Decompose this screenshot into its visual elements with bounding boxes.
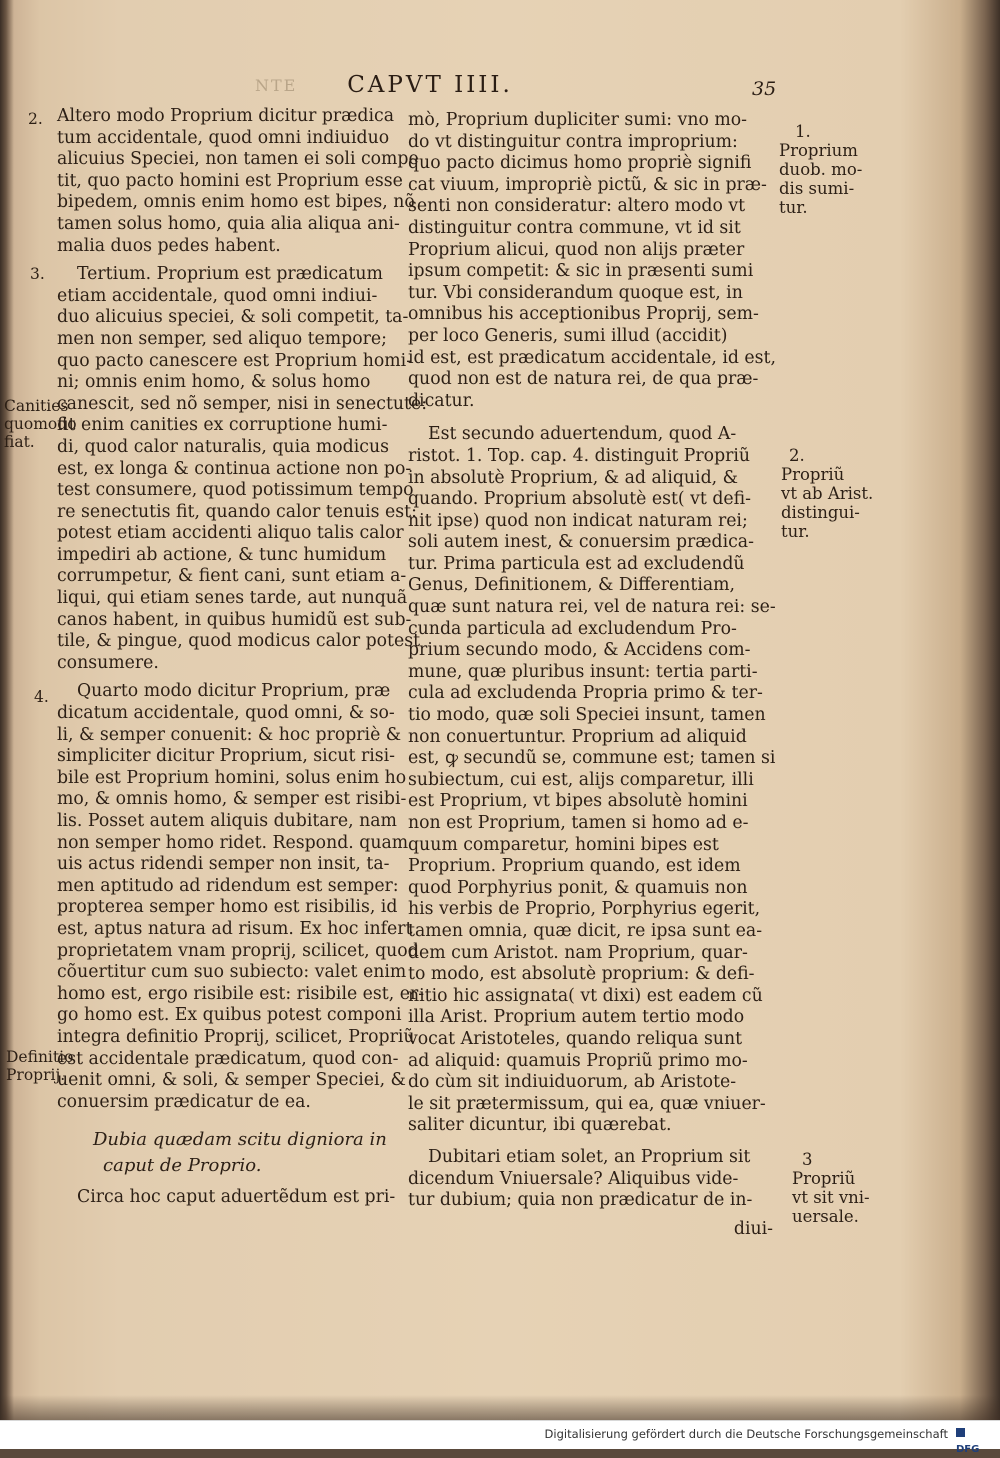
margin-note-line: Propriũ [781,465,845,484]
text-line: Proprium. Proprium quando, est idem [408,856,741,877]
text-line: do cùm sit indiuiduorum, ab Aristote- [408,1072,737,1093]
margin-note-line: vt sit vni- [792,1188,870,1207]
margin-note-proprium-vniuersale [792,1150,870,1226]
paragraph-quarto [57,681,425,1113]
text-line: nitio hic assignata( vt dixi) est eadem cũ [408,985,763,1006]
right-column [408,110,776,1240]
text-line: prium secundo modo, & Accidens com- [408,640,751,661]
text-line: ipsum competit: & sic in præsenti sumi [408,261,754,282]
text-line: Dubitari etiam solet, an Proprium sit [428,1146,751,1167]
margin-note-line: duob. mo- [779,160,863,179]
text-line: consumere. [57,652,159,673]
text-line: quæ sunt natura rei, vel de natura rei: se- [408,597,776,618]
dfg-logo-text: DFG [956,1444,980,1455]
text-line: quum comparetur, homini bipes est [408,834,719,855]
text-line: Tertium. Proprium est prædicatum [77,264,383,285]
text-line: omnibus his acceptionibus Proprij, sem- [408,304,759,325]
text-line: soli autem inest, & conuersim prædica- [408,532,754,553]
text-line: mo, & omnis homo, & semper est risibi- [57,789,407,810]
section-heading [93,1127,402,1179]
margin-note-line: distingui- [781,503,860,522]
text-line: cõuertitur cum suo subiecto: valet enim [57,962,407,983]
paragraph-secundo [408,424,776,1137]
text-line: saliter dicuntur, ibi quærebat. [408,1115,672,1136]
text-line: quo pacto canescere est Proprium homi- [57,350,413,371]
text-line: Genus, Definitionem, & Differentiam, [408,575,736,596]
dfg-square-icon [956,1428,965,1437]
text-line: ristot. 1. Top. cap. 4. distinguit Propriũ [408,445,751,466]
margin-note-line: vt ab Arist. [781,484,874,503]
text-line: li, & semper conuenit: & hoc propriè & [57,724,402,745]
text-line: dem cum Aristot. nam Proprium, quar- [408,942,748,963]
text-line: tur. Vbi considerandum quoque est, in [408,282,743,303]
text-line: Altero modo Proprium dicitur prædica [57,106,395,126]
paragraph-primo [408,110,776,412]
text-line: malia duos pedes habent. [57,235,281,256]
margin-note-line: Proprij. [6,1066,66,1084]
text-line: Proprium alicui, quod non alijs præter [408,239,745,260]
text-line: integra definitio Proprij, scilicet, Propriũ [57,1026,415,1047]
dfg-logo [956,1426,990,1455]
text-line: cat viuum, impropriè pictũ, & sic in præ- [408,174,767,195]
text-line: corrumpetur, & fient cani, sunt etiam a- [57,566,407,587]
running-title: CAPVT IIII. [347,72,513,98]
text-line: bipedem, omnis enim homo est bipes, nõ [57,192,415,213]
margin-number: 2. [28,110,43,128]
text-line: quo pacto dicimus homo propriè signifi [408,153,752,174]
text-line: di, quod calor naturalis, quia modicus [57,436,389,457]
text-line: uenit omni, & soli, & semper Speciei, & [57,1070,406,1091]
text-line: re senectutis fit, quando calor tenuis est: [57,501,417,522]
paragraph-dubitari [408,1147,773,1212]
text-line: etiam accidentale, quod omni indiui- [57,285,378,306]
footer-bar [0,1420,1000,1455]
paragraph-tertium [57,264,428,674]
margin-note-proprium-arist [781,446,873,541]
footer-credit: Digitalisierung gefördert durch die Deutsche Forschungsgemeinschaft [544,1427,948,1441]
margin-note-line: Definitio [6,1048,74,1066]
text-line: alicuius Speciei, non tamen ei soli compe [57,149,419,170]
text-line: conuersim prædicatur de ea. [57,1091,311,1112]
text-line: non conuertuntur. Proprium ad aliquid [408,726,747,747]
text-line: bile est Proprium homini, solus enim ho [57,767,407,788]
text-line: Est secundo aduertendum, quod A- [428,424,737,445]
text-line: le sit prætermissum, qui ea, quæ vniuer- [408,1093,766,1114]
text-line: per loco Generis, sumi illud (accidit) [408,325,728,346]
margin-note-line: tur. [781,522,810,541]
margin-note-line: quomodo [4,415,77,433]
margin-note-line: dis sumi- [779,179,855,198]
text-line: duo alicuius speciei, & soli competit, ta- [57,307,409,328]
text-line: men non semper, sed aliquo tempore; [57,328,387,349]
margin-note-definitio [6,1048,73,1084]
text-line: cula ad excludenda Propria primo & ter- [408,683,763,704]
heading-line: Dubia quædam scitu digniora in [93,1129,387,1151]
text-line: men aptitudo ad ridendum est semper: [57,875,399,896]
margin-number: 3. [30,265,45,283]
text-line: quod Porphyrius ponit, & quamuis non [408,877,748,898]
margin-note-line: 3 [802,1150,813,1169]
text-line: fit enim canities ex corruptione humi- [57,415,388,436]
text-line: tum accidentale, quod omni indiuiduo [57,127,390,148]
margin-note-line: tur. [779,198,808,217]
text-line: dicatum accidentale, quod omni, & so- [57,703,395,724]
margin-note-line: Propriũ [792,1169,856,1188]
text-line: est Proprium, vt bipes absolutè homini [408,791,748,812]
margin-note-line: fiat. [4,433,35,451]
text-line: Quarto modo dicitur Proprium, præ [77,681,391,702]
text-line: illa Arist. Proprium autem tertio modo [408,1007,745,1028]
page-header [0,72,1000,102]
text-line: propterea semper homo est risibilis, id [57,897,398,918]
text-line: non semper homo ridet. Respond. quam [57,832,409,853]
paragraph-altero [57,106,419,257]
text-line: potest etiam accidenti aliquo talis calor [57,523,404,544]
text-line: simpliciter dicitur Proprium, sicut risi- [57,746,395,767]
text-line: non est Proprium, tamen si homo ad e- [408,813,749,833]
show-through-text: NTE [255,76,298,95]
text-line: vocat Aristoteles, quando reliqua sunt [408,1028,743,1049]
text-line: id est, est prædicatum accidentale, id est, [408,347,776,368]
margin-note-proprium-sumi [779,122,862,217]
text-line: dicendum Vniuersale? Aliquibus vide- [408,1168,739,1189]
text-line: canescit, sed nõ semper, nisi in senectute: [57,393,428,414]
margin-note-line: 2. [789,446,805,465]
left-column [57,106,428,1209]
text-line: tile, & pingue, quod modicus calor potest [57,631,421,652]
text-line: tur dubium; quia non prædicatur de in- [408,1190,753,1211]
heading-line: caput de Proprio. [103,1155,262,1177]
text-line: tit, quo pacto homini est Proprium esse [57,170,403,191]
text-line: nit ipse) quod non indicat naturam rei; [408,510,748,531]
margin-note-line: 1. [795,122,811,141]
folio-number: 35 [752,78,777,100]
margin-note-line: Proprium [779,141,858,160]
text-line: tamen solus homo, quia alia aliqua ani- [57,213,400,234]
page-edge-shadow [0,1395,1000,1420]
text-line: homo est, ergo risibile est: risibile est, er- [57,983,425,1004]
margin-note-line: uersale. [792,1207,859,1226]
text-line: dicatur. [408,390,475,411]
text-line: Circa hoc caput aduertẽdum est pri- [77,1187,396,1208]
margin-note-canities [4,397,77,451]
text-line: tur. Prima particula est ad excludendũ [408,553,745,574]
text-line: ad aliquid: quamuis Propriũ primo mo- [408,1050,748,1071]
text-line: tamen omnia, quæ dicit, re ipsa sunt ea- [408,920,763,941]
text-line: tio modo, quæ soli Speciei insunt, tamen [408,705,766,726]
text-line: est, aptus natura ad risum. Ex hoc infert [57,918,413,939]
text-line: est accidentale prædicatum, quod con- [57,1048,399,1069]
margin-note-line: Canities [4,397,69,415]
text-line: uis actus ridendi semper non insit, ta- [57,854,390,875]
text-line: mune, quæ pluribus insunt: tertia parti- [408,661,758,682]
text-line: his verbis de Proprio, Porphyrius egerit, [408,899,761,920]
text-line: in absolutè Proprium, & ad aliquid, & [408,467,738,488]
text-line: mò, Proprium dupliciter sumi: vno mo- [408,110,748,130]
text-line: proprietatem vnam proprij, scilicet, quod [57,940,419,961]
text-line: to modo, est absolutè proprium: & defi- [408,964,755,985]
text-line: go homo est. Ex quibus potest componi [57,1005,402,1026]
text-line: quando. Proprium absolutè est( vt defi- [408,489,752,510]
catchword: diui- [733,1218,773,1239]
text-line: subiectum, cui est, alijs comparetur, illi [408,769,754,790]
text-line: lis. Posset autem aliquis dubitare, nam [57,811,397,831]
text-line: quod non est de natura rei, de qua præ- [408,369,759,390]
text-line: distinguitur contra commune, vt id sit [408,217,741,238]
text-line: do vt distinguitur contra improprium: [408,131,738,152]
text-line: est, ex longa & continua actione non po- [57,458,412,479]
text-line: impediri ab actione, & tunc humidum [57,544,387,565]
text-line: liqui, qui etiam senes tarde, aut nunquã [57,588,408,609]
text-line: test consumere, quod potissimum tempo [57,480,414,501]
margin-number: 4. [34,688,49,706]
text-line: est, ꝙ secundũ se, commune est; tamen si [408,748,776,769]
text-line: canos habent, in quibus humidũ est sub- [57,609,412,630]
text-line: senti non consideratur: altero modo vt [408,196,746,217]
text-line: cunda particula ad excludendum Pro- [408,618,737,639]
text-line: ni; omnis enim homo, & solus homo [57,372,371,393]
